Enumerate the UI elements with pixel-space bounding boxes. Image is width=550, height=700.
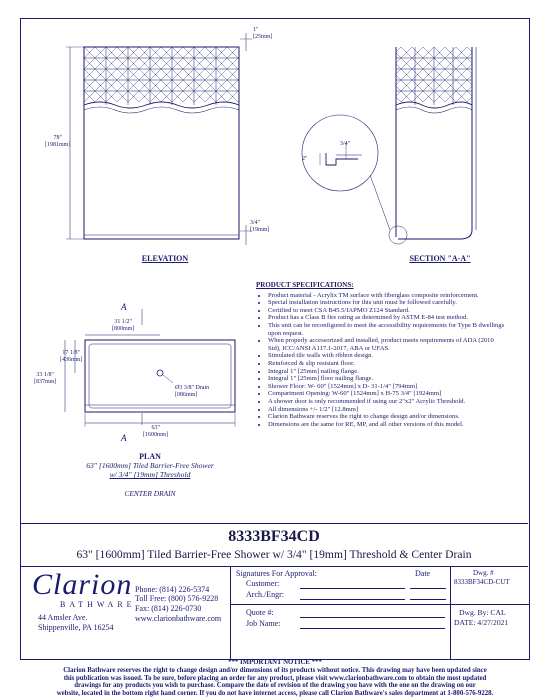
spec-item: • Product material - Acrylix TM surface with fiberglass composite reinforcement. [268,292,506,300]
important-notice [20,659,530,698]
spec-item: • When properly accessorized and installed, product meets requirements of ADA (2010 Std), ICC/ANSI A117.1-2017, ABA or UFAS. [268,337,506,352]
title-block [20,523,528,659]
dwg-value: 8333BF34CD-CUT [454,578,510,586]
dim-text-mm: [1981mm] [45,142,71,148]
spec-item: • Compartment Opening: W-60" [1524mm] x H-75 3/4" [1924mm] [268,390,506,398]
spec-item: • Shower Floor: W- 60" [1524mm] x D- 31-1/4" [794mm] [268,383,506,391]
spec-item: • Simulated tile walls with ribbon design. [268,352,506,360]
notice-line-1: Clarion Bathware reserves the right to change design and/or dimensions of its products without notice. This drawing may have been updated since [63,666,487,674]
customer-signature-line[interactable] [300,588,405,589]
specs-list [256,292,506,429]
dim-text-mm: [1600mm] [143,432,169,438]
signatures-box [230,566,450,659]
dim-text: 1" [253,27,259,33]
spec-item: • A shower door is only recommended if using our 2"x2" Acrylic Threshold. [268,398,506,406]
dim-text: 31 1/2" [114,319,132,325]
drawing-info-box [450,566,529,659]
phone: Phone: (814) 226-5374 [135,585,210,594]
dim-text: 78" [53,135,62,141]
dwg-divider [451,604,529,605]
elevation-dim-top [253,27,272,41]
dim-text: 3/4" [250,220,261,226]
spec-item: • Integral 1" [25mm] nailing flange. [268,368,506,376]
brand-logo: Clarion [32,568,133,601]
elevation-drawing [40,25,265,270]
website: www.clarionbathware.com [135,614,222,623]
drawn-by: Dwg. By: CAL [459,608,506,617]
sig-divider [230,604,450,605]
spec-item: • Integral 1" [25mm] floor nailing flange. [268,375,506,383]
plan-dim-width [143,425,168,439]
plan-section-marker-top: A [121,302,127,312]
spec-item: • Special installation instructions for this unit must be followed carefully. [268,299,506,307]
date-label: Date [415,569,431,578]
brand-sub: BATHWARE [60,600,136,609]
dwg-label: Dwg. # [473,569,494,577]
arch-signature-line[interactable] [300,599,405,600]
notice-line-3: drawings for any products you wish to purchase. Compare the date of revision of the drawing you have with the one on the drawing on our [74,682,476,690]
dim-text-mm: [086mm] [175,392,198,398]
company-box [20,566,231,659]
job-line[interactable] [300,628,445,629]
job-label: Job Name: [246,619,281,628]
notice-title: *** IMPORTANT NOTICE *** [228,659,322,666]
spec-item: • Product has a Class B fire rating as determined by ASTM E-84 test method. [268,314,506,322]
plan-dim-drain-y [60,350,82,364]
spec-item: • All dimensions +/- 1/2" [12.8mm] [268,406,506,414]
plan-drawing [25,295,250,445]
plan-dim-depth [34,372,56,386]
dim-text-mm: [436mm] [60,357,83,363]
plan-drain-note: CENTER DRAIN [124,489,176,498]
specs-heading: PRODUCT SPECIFICATIONS: [256,281,354,289]
spec-item: • Certified to meet CSA B45.5/IAPMO Z124 Standard. [268,307,506,315]
fax: Fax: (814) 226-0730 [135,604,202,613]
section-detail-dim-a: 2" [302,156,308,162]
section-detail-dim-b: 3/4" [340,141,351,147]
arch-label: Arch./Engr: [246,590,284,599]
dim-text: 63" [151,425,160,431]
spec-item: • Reinforced & slip resistant floor. [268,360,506,368]
notice-line-4: website, located in the bottom right hand corner. If you do not have internet access, please call Clarion Bathware's sales department at 1-800-576-9228. [56,690,494,698]
plan-section-marker-bottom: A [121,433,127,443]
elevation-dim-height [45,135,70,149]
spec-item: • This unit can be reconfigured to meet the accessibility requirements for Type B dwellings upon request. [268,322,506,337]
dim-text: 33 1/8" [36,372,54,378]
dim-text-mm: [837mm] [34,379,57,385]
spec-item: • Dimensions are the same for RE, MP, and all other versions of this model. [268,421,506,429]
quote-label: Quote #: [246,608,274,617]
section-label: SECTION "A-A" [409,254,471,263]
section-drawing [280,25,520,270]
arch-date-line[interactable] [410,599,446,600]
plan-subtitle-2: w/ 3/4" [19mm] Threshold [109,470,191,479]
notice-line-2: this publication was issued. To be sure, before placing an order for any product, please visit www.clarionbathware.com to obtain the most updated [63,674,487,682]
address-line-2: Shippenville, PA 16254 [38,623,114,632]
revision-date: DATE: 4/27/2021 [454,618,509,627]
plan-subtitle-1: 63" [1600mm] Tiled Barrier-Free Shower [86,461,214,470]
dim-text-mm: [25mm] [253,34,273,40]
dim-text: 17 1/8" [62,350,80,356]
elevation-label: ELEVATION [141,254,189,263]
customer-date-line[interactable] [410,588,446,589]
plan-dim-half-width [112,319,134,333]
plan-label: PLAN [139,452,161,461]
address-line-1: 44 Amsler Ave. [38,613,88,622]
dim-text: Ø3 3/8" Drain [175,385,210,391]
product-specifications [256,282,506,428]
model-description: 63" [1600mm] Tiled Barrier-Free Shower w/ 3/4" [19mm] Threshold & Center Drain [76,548,472,561]
plan-drain-label [175,385,209,399]
toll-free: Toll Free: (800) 576-9228 [135,594,219,603]
plan-caption [55,452,245,498]
quote-line[interactable] [300,617,445,618]
elevation-dim-bottom [250,220,269,234]
dim-text-mm: [19mm] [250,227,270,233]
customer-label: Customer: [246,579,280,588]
signatures-label: Signatures For Approval: [236,569,317,578]
dim-text-mm: [800mm] [112,326,135,332]
spec-item: • Clarion Bathware reserves the right to change design and/or dimensions. [268,413,506,421]
model-number: 8333BF34CD [228,528,320,545]
